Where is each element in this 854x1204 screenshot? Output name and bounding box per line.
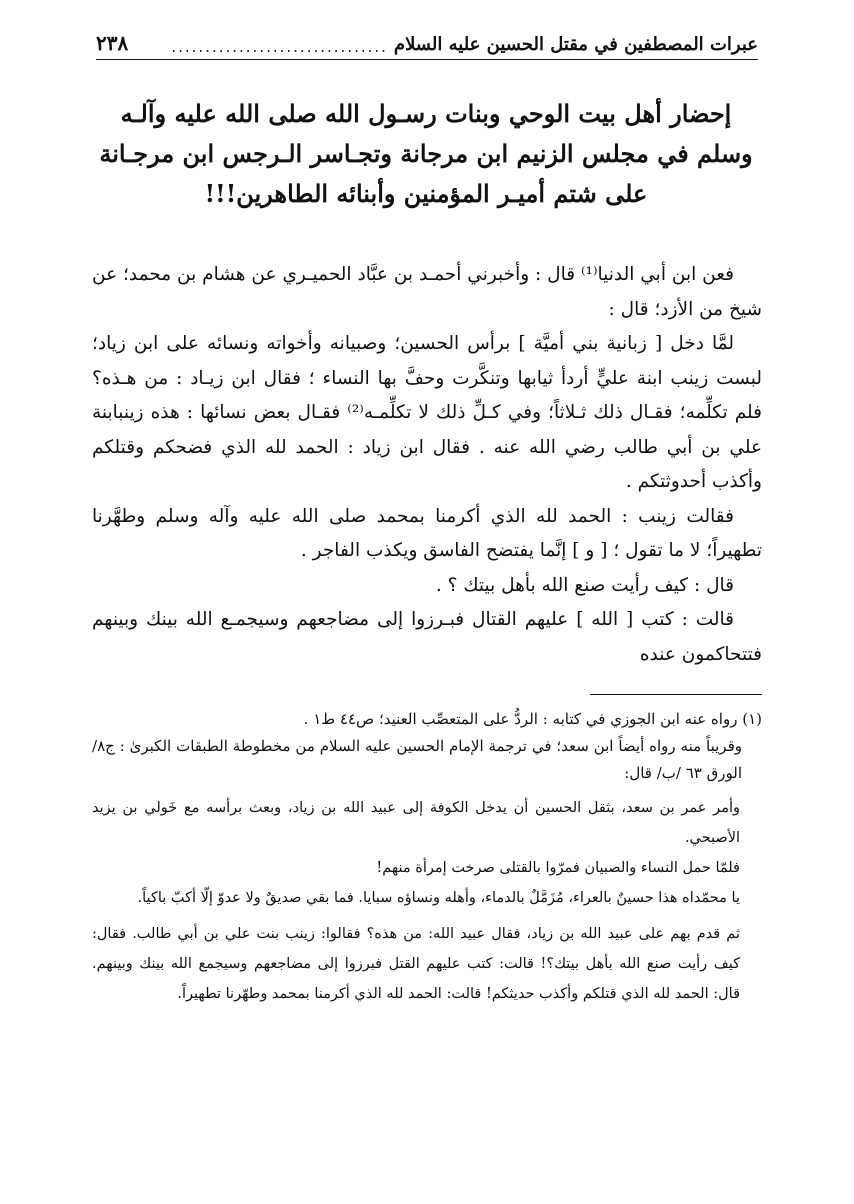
chapter-heading: إحضار أهل بيت الوحي وبنات رسـول الله صلى الله عليه وآلـه وسلم في مجلس الزنيم ابن مرجانة وتجـاسر الـرجس ابن مرجـانة على شتم أميـر المؤمنين وأبنائه الطاهرين!!! — [99, 99, 753, 208]
footnote-quote: يا محمّداه هذا حسينٌ بالعراء، مُزَمَّلٌ بالدماء، وأهله ونساؤه سبايا. فما بقي صديقٌ ولا عدوّ إلّا أكبّ باكياً. — [137, 890, 740, 906]
footnotes — [92, 706, 762, 1009]
footnote-1-continuation: وقريباً منه رواه أيضاً ابن سعد؛ في ترجمة الإمام الحسين عليه السلام من مخطوطة الطبقات الكبرىٰ : ج٨/ الورق ٦٣ /ب/ قال: — [92, 737, 742, 782]
footnote-1: (١) رواه عنه ابن الجوزي في كتابه : الردُّ على المتعصِّب العنيد؛ ص٤٤ ط١ . — [303, 710, 762, 728]
running-header — [96, 30, 758, 60]
body-paragraph: فقالت زينب : الحمد لله الذي أكرمنا بمحمد صلى الله عليه وآله وسلم وطهَّرنا تطهيراً؛ لا ما تقول ؛ [ و ] إنَّما يفتضح الفاسق ويكذب الفاجر . — [92, 505, 762, 561]
main-text — [92, 258, 762, 672]
body-paragraph: قالت : كتب [ الله ] عليهم القتال فبـرزوا إلى مضاجعهم وسيجمـع الله بينك وبينهم فتتحاكمون عنده — [92, 609, 762, 665]
footnote-separator — [590, 694, 762, 695]
footnote-quote: ثم قدم بهم على عبيد الله بن زياد، فقال عبيد الله: من هذه؟ فقالوا: زينب بنت علي بن أبي طالب. فقال: كيف رأيت صنع الله بأهل بيتك؟! قالت: كتب عليهم القتل فبرزوا إلى مضاجعهم وسيجمع الله بينك وبينهم. قال: الحمد لله الذي قتلكم وأكذب حديثكم! قالت: الحمد لله الذي أكرمنا بمحمد وطهّرنا تطهيراً. — [92, 926, 740, 1002]
leader-dots: ................................ — [171, 40, 388, 55]
footnote-quote: وأمر عمر بن سعد، بثقل الحسين أن يدخل الكوفة إلى عبيد الله بن زياد، وبعث برأسه مع خَولي بن يزيد الأصبحي. — [92, 800, 740, 846]
body-paragraph: لمَّا دخل [ زبانية بني أميَّة ] برأس الحسين؛ وصبيانه وأخواته ونسائه على ابن زياد؛ لبست زينب ابنة عليٍّ أردأ ثيابها وتنكَّرت وحفَّ بها النساء ؛ فقال ابن زيـاد : من هـذه؟ فلم تكلِّمه؛ فقـال ذلك ثـلاثاً؛ وفي كـلِّ ذلك لا تكلِّمـه⁽²⁾ فقـال بعض نسائها : هذه زينبابنة علي بن أبي طالب رضي الله عنه . فقال ابن زياد : الحمد لله الذي فضحكم وقتلكم وأكذب أحدوثتكم . — [92, 333, 763, 492]
running-title: عبرات المصطفين في مقتل الحسين عليه السلام — [393, 34, 758, 55]
body-paragraph: فعن ابن أبي الدنيا⁽¹⁾ قال : وأخبرني أحمـد بن عبَّاد الحميـري عن هشام بن محمد؛ عن شيخ من الأزد؛ قال : — [92, 264, 762, 320]
page-number: ٢٣٨ — [96, 31, 129, 55]
body-paragraph: قال : كيف رأيت صنع الله بأهل بيتك ؟ . — [435, 574, 734, 596]
footnote-quote: فلمّا حمل النساء والصبيان فمرّوا بالقتلى صرخت إمرأة منهم! — [376, 860, 740, 876]
